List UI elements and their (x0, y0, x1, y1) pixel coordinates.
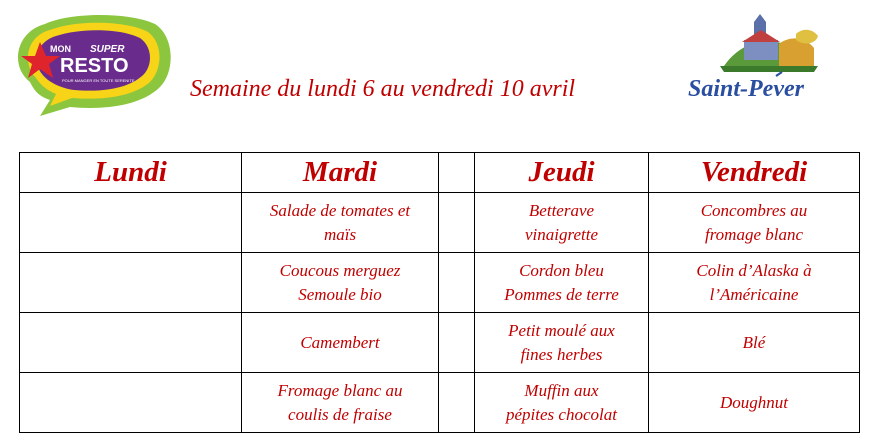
menu-cell-line: Doughnut (720, 392, 788, 412)
menu-cell-line: Petit moulé aux (508, 320, 615, 340)
menu-cell-line: Salade de tomates et (269, 200, 411, 220)
week-title: Semaine du lundi 6 au vendredi 10 avril (190, 76, 576, 102)
menu-row (20, 193, 860, 253)
menu-cell (475, 193, 649, 253)
column-header-3: Jeudi (475, 153, 649, 193)
mon-super-resto-logo (10, 12, 175, 120)
menu-cell (242, 313, 439, 373)
menu-cell-line: Concombres au (700, 200, 808, 220)
menu-cell (20, 373, 242, 433)
menu-cell (649, 253, 860, 313)
menu-cell (439, 313, 475, 373)
column-header-4: Vendredi (649, 153, 860, 193)
logo-left-tagline: POUR MANGER EN TOUTE SERENITE (62, 78, 135, 83)
logo-left-line2: SUPER (90, 44, 125, 55)
menu-cell-line: Blé (742, 332, 766, 352)
logo-left-line3: RESTO (60, 55, 129, 77)
menu-cell-line: Camembert (300, 332, 380, 352)
menu-cell-line: vinaigrette (524, 224, 598, 244)
column-header-0: Lundi (20, 153, 242, 193)
menu-cell-line: Semoule bio (298, 284, 382, 304)
menu-cell-line: fromage blanc (704, 224, 804, 244)
menu-cell-line: l’Américaine (709, 284, 799, 304)
menu-cell (439, 373, 475, 433)
menu-cell (649, 373, 860, 433)
menu-cell (649, 193, 860, 253)
menu-cell-line: maïs (323, 224, 357, 244)
menu-cell (475, 253, 649, 313)
menu-cell (475, 313, 649, 373)
menu-cell-line: Coucous merguez (279, 260, 401, 280)
menu-cell (242, 373, 439, 433)
menu-header-row (20, 153, 860, 193)
saint-pever-logo (684, 14, 832, 106)
menu-cell-line: Fromage blanc au (277, 380, 403, 400)
menu-cell-line: Muffin aux (524, 380, 599, 400)
menu-cell-line: fines herbes (520, 344, 603, 364)
column-header-2 (439, 153, 475, 193)
menu-cell (242, 253, 439, 313)
menu-row (20, 253, 860, 313)
menu-cell-line: Cordon bleu (519, 260, 604, 280)
menu-cell (439, 253, 475, 313)
menu-cell (439, 193, 475, 253)
menu-cell (20, 313, 242, 373)
menu-cell-line: Colin d’Alaska à (696, 260, 812, 280)
menu-row (20, 373, 860, 433)
column-header-1: Mardi (242, 153, 439, 193)
menu-row (20, 313, 860, 373)
menu-cell (649, 313, 860, 373)
menu-cell (20, 253, 242, 313)
menu-cell-line: Betterave (528, 200, 595, 220)
menu-cell (20, 193, 242, 253)
menu-table (19, 152, 860, 433)
menu-cell (475, 373, 649, 433)
logo-right-text: Saint-Pever (688, 76, 804, 102)
menu-cell-line: pépites chocolat (506, 404, 617, 424)
menu-cell (242, 193, 439, 253)
menu-cell-line: coulis de fraise (288, 404, 392, 424)
menu-cell-line: Pommes de terre (504, 284, 619, 304)
logo-left-line1: MON (50, 44, 71, 54)
